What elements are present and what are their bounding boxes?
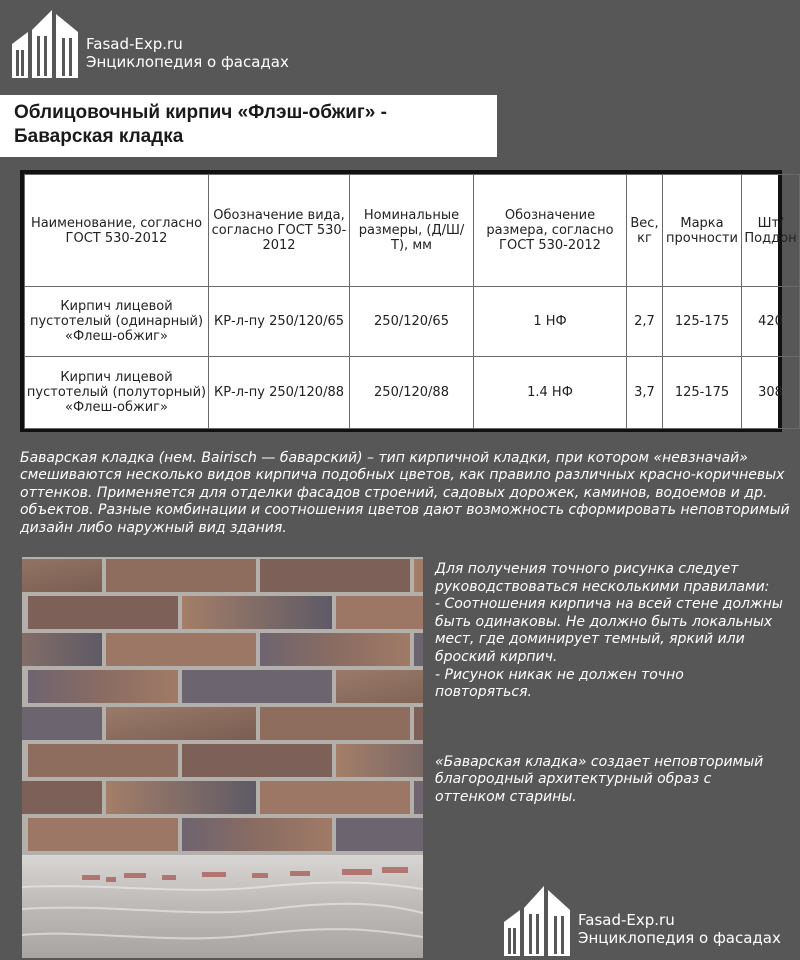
specs-table-container bbox=[20, 170, 797, 432]
header-type: Обозначение вида, согласно ГОСТ 530-2012 bbox=[209, 175, 350, 287]
brick bbox=[336, 818, 423, 851]
brand-name: Fasad-Exp.ru bbox=[86, 35, 183, 53]
brick bbox=[336, 744, 423, 777]
brick bbox=[414, 707, 423, 740]
brand-tagline: Энциклопедия о фасадах bbox=[578, 929, 781, 947]
cell-per-pallet: 308 bbox=[742, 357, 800, 429]
header-logo[interactable] bbox=[8, 6, 289, 78]
cell-per-pallet: 420 bbox=[742, 287, 800, 357]
brand-tagline: Энциклопедия о фасадах bbox=[86, 53, 289, 71]
brick-wall-photo bbox=[22, 557, 423, 958]
table-row bbox=[25, 287, 800, 357]
side-text-block bbox=[435, 561, 785, 807]
rule-1: - Соотношения кирпича на всей стене должны быть одинаковы. Не должно быть локальных мест, где доминирует темный, яркий или броский кирпич. bbox=[435, 596, 783, 665]
building-logo-icon bbox=[8, 6, 80, 78]
brick bbox=[22, 781, 102, 814]
brick bbox=[106, 559, 256, 592]
footer-logo[interactable] bbox=[500, 880, 781, 956]
header-size-code: Обозначение размера, согласно ГОСТ 530-2012 bbox=[474, 175, 627, 287]
brick bbox=[106, 707, 256, 740]
brick bbox=[414, 633, 423, 666]
specs-table bbox=[24, 174, 800, 429]
cell-name: Кирпич лицевой пустотелый (полуторный) «Флеш-обжиг» bbox=[25, 357, 209, 429]
brick bbox=[182, 744, 332, 777]
brick-wall-illustration bbox=[22, 557, 423, 958]
brand-name: Fasad-Exp.ru bbox=[578, 911, 675, 929]
header-weight: Вес, кг bbox=[627, 175, 663, 287]
cell-sizes: 250/120/88 bbox=[350, 357, 474, 429]
table-row bbox=[25, 357, 800, 429]
brick bbox=[28, 596, 178, 629]
cell-sizes: 250/120/65 bbox=[350, 287, 474, 357]
cell-weight: 3,7 bbox=[627, 357, 663, 429]
table-header-row bbox=[25, 175, 800, 287]
page-title bbox=[0, 95, 497, 157]
brick bbox=[414, 559, 423, 592]
brick bbox=[260, 707, 410, 740]
brick bbox=[28, 818, 178, 851]
brick bbox=[336, 670, 423, 703]
cell-size-code: 1.4 НФ bbox=[474, 357, 627, 429]
brick bbox=[260, 633, 410, 666]
brick bbox=[28, 670, 178, 703]
closing-text: «Баварская кладка» создает неповторимый благородный архитектурный образ с оттенком старины. bbox=[435, 753, 764, 805]
header-name: Наименование, согласно ГОСТ 530-2012 bbox=[25, 175, 209, 287]
brick bbox=[22, 559, 102, 592]
brick bbox=[414, 781, 423, 814]
cell-size-code: 1 НФ bbox=[474, 287, 627, 357]
brick bbox=[106, 781, 256, 814]
cell-name: Кирпич лицевой пустотелый (одинарный) «Флеш-обжиг» bbox=[25, 287, 209, 357]
cell-strength: 125-175 bbox=[663, 287, 742, 357]
brick bbox=[106, 633, 256, 666]
title-line-2: Баварская кладка bbox=[14, 126, 184, 147]
title-line-1: Облицовочный кирпич «Флэш-обжиг» - bbox=[14, 102, 387, 123]
header-sizes: Номинальные размеры, (Д/Ш/Т), мм bbox=[350, 175, 474, 287]
brick bbox=[182, 670, 332, 703]
brick bbox=[182, 818, 332, 851]
rule-2: - Рисунок никак не должен точно повторяться. bbox=[435, 666, 684, 701]
header-per-pallet: Шт/Поддон bbox=[742, 175, 800, 287]
cell-strength: 125-175 bbox=[663, 357, 742, 429]
brick bbox=[22, 707, 102, 740]
brick bbox=[260, 781, 410, 814]
cell-type: КР-л-пу 250/120/88 bbox=[209, 357, 350, 429]
building-logo-icon bbox=[500, 880, 572, 956]
cell-weight: 2,7 bbox=[627, 287, 663, 357]
rules-intro: Для получения точного рисунка следует руководствоваться несколькими правилами: bbox=[435, 561, 770, 595]
brick bbox=[22, 633, 102, 666]
intro-paragraph: Баварская кладка (нем. Bairisch — баварский) – тип кирпичной кладки, при котором «невзначай» смешиваются несколько видов кирпича подобных цветов, как правило различных красно-коричневых оттенков. Применяется для отделки фасадов строений, садовых дорожек, каминов, водоемов и др. объектов. Разные комбинации и соотношения цветов дают возможность сформировать неповторимый дизайн либо наружный вид здания. bbox=[20, 450, 790, 536]
brick bbox=[260, 559, 410, 592]
cell-type: КР-л-пу 250/120/65 bbox=[209, 287, 350, 357]
brick bbox=[182, 596, 332, 629]
brick bbox=[28, 744, 178, 777]
brick bbox=[336, 596, 423, 629]
header-strength: Марка прочности bbox=[663, 175, 742, 287]
